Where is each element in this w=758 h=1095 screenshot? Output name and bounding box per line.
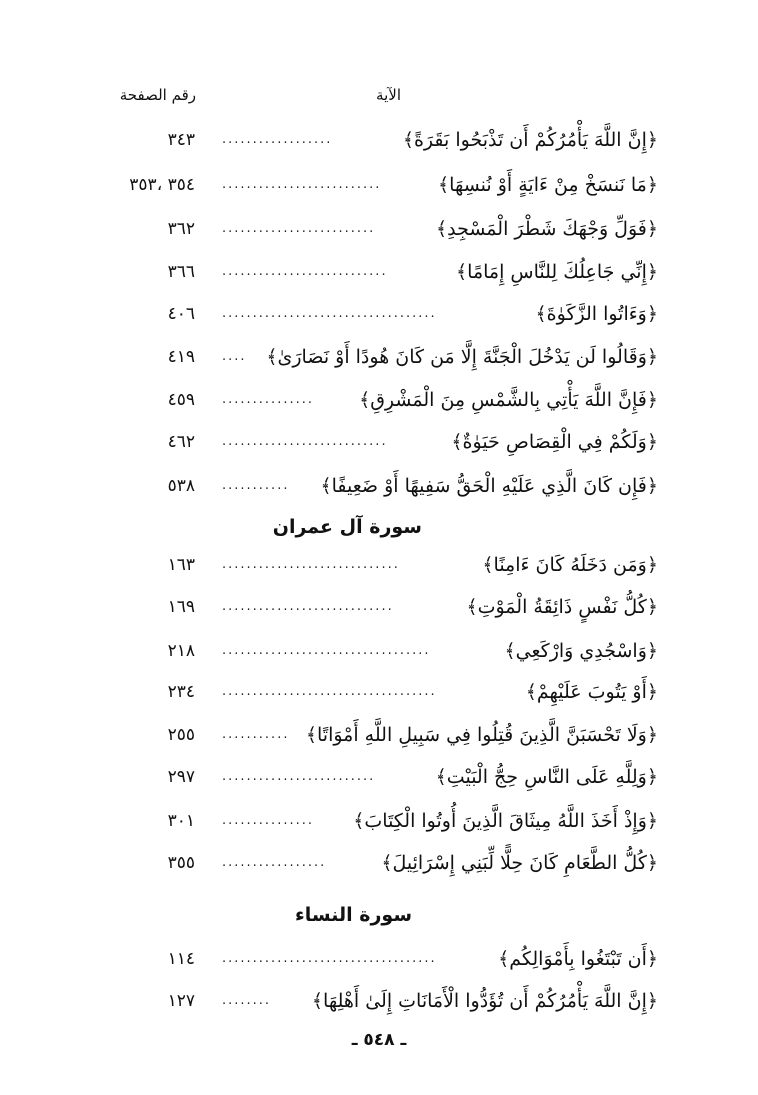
index-row: [0, 848, 758, 878]
page-number: ٣٦٦: [167, 262, 195, 282]
leader-dots: ..................: [222, 132, 333, 147]
index-row: [0, 471, 758, 501]
verse-column-header: الآية: [376, 86, 401, 104]
leader-dots: ..................................: [222, 643, 431, 658]
verse-text: ﴿فَإِنَّ اللَّهَ يَأْتِي بِالشَّمْسِ مِنَ الْمَشْرِقِ﴾: [359, 389, 658, 411]
page-number: ٤٥٩: [167, 390, 195, 410]
page-number: ١٦٣: [167, 555, 195, 575]
leader-dots: ...................................: [222, 306, 437, 321]
verse-text: ﴿وَقَالُوا لَن يَدْخُلَ الْجَنَّةَ إِلَّا مَن كَانَ هُودًا أَوْ نَصَارَىٰ﴾: [266, 346, 658, 368]
leader-dots: ...................................: [222, 951, 437, 966]
page-number: ٣٦٢: [167, 219, 195, 239]
page-number: ٣٤٣: [167, 130, 195, 150]
leader-dots: ...............: [222, 392, 314, 407]
verse-text: ﴿فَإِن كَانَ الَّذِي عَلَيْهِ الْحَقُّ سَفِيهًا أَوْ ضَعِيفًا﴾: [320, 475, 658, 497]
index-row: [0, 806, 758, 836]
index-row: [0, 214, 758, 244]
index-row: [0, 342, 758, 372]
leader-dots: ...........: [222, 727, 290, 742]
page-number: ٢٣٤: [167, 682, 195, 702]
index-row: [0, 677, 758, 707]
page-number: ٤١٩: [167, 347, 195, 367]
verse-text: ﴿وَلَا تَحْسَبَنَّ الَّذِينَ قُتِلُوا فِي سَبِيلِ اللَّهِ أَمْوَاتًا﴾: [305, 724, 658, 746]
index-row: [0, 299, 758, 329]
footer-page-number: ـ ٥٤٨ ـ: [351, 1030, 407, 1050]
verse-text: ﴿أَن تَبْتَغُوا بِأَمْوَالِكُم﴾: [498, 948, 658, 970]
verse-text: ﴿إِنِّي جَاعِلُكَ لِلنَّاسِ إِمَامًا﴾: [456, 261, 658, 283]
leader-dots: ...................................: [222, 684, 437, 699]
surah-title-aal-imran: سورة آل عمران: [272, 516, 422, 538]
page-number: ٣٥٥: [167, 853, 195, 873]
leader-dots: .............................: [222, 557, 400, 572]
leader-dots: ...........: [222, 478, 290, 493]
verse-text: ﴿كُلُّ نَفْسٍ ذَائِقَةُ الْمَوْتِ﴾: [466, 596, 658, 618]
verse-text: ﴿وَإِذْ أَخَذَ اللَّهُ مِيثَاقَ الَّذِينَ أُوتُوا الْكِتَابَ﴾: [353, 810, 658, 832]
verse-text: ﴿إِنَّ اللَّهَ يَأْمُرُكُمْ أَن تُؤَدُّوا الْأَمَانَاتِ إِلَىٰ أَهْلِهَا﴾: [311, 990, 658, 1012]
page-number: ٣٠١: [167, 811, 195, 831]
page-number-column-header: رقم الصفحة: [119, 86, 196, 104]
index-row: [0, 944, 758, 974]
verse-text: ﴿وَءَاتُوا الزَّكَوٰةَ﴾: [535, 303, 658, 325]
index-row: [0, 385, 758, 415]
verse-text: ﴿وَلِلَّهِ عَلَى النَّاسِ حِجُّ الْبَيْتِ﴾: [435, 766, 658, 788]
index-row: [0, 636, 758, 666]
page-number: ٢٩٧: [167, 767, 195, 787]
index-row: [0, 592, 758, 622]
leader-dots: ...............: [222, 813, 314, 828]
page-number: ٣٥٤ ،٣٥٣: [129, 175, 195, 195]
index-row: [0, 550, 758, 580]
page-number: ١١٤: [167, 949, 195, 969]
page-number: ٤٠٦: [167, 304, 195, 324]
verse-text: ﴿وَمَن دَخَلَهُ كَانَ ءَامِنًا﴾: [482, 554, 658, 576]
index-row: [0, 986, 758, 1016]
verse-text: ﴿أَوْ يَتُوبَ عَلَيْهِمْ﴾: [525, 681, 658, 703]
page-number: ٤٦٢: [167, 432, 195, 452]
leader-dots: .........................: [222, 769, 376, 784]
page-number: ١٢٧: [167, 991, 195, 1011]
leader-dots: ...........................: [222, 434, 388, 449]
leader-dots: ....: [222, 349, 247, 364]
leader-dots: ..........................: [222, 177, 382, 192]
index-row: [0, 125, 758, 155]
index-row: [0, 762, 758, 792]
page-number: ٢١٨: [167, 641, 195, 661]
leader-dots: .........................: [222, 221, 376, 236]
verse-text: ﴿وَلَكُمْ فِي الْقِصَاصِ حَيَوٰةٌ﴾: [451, 431, 658, 453]
leader-dots: ........: [222, 993, 272, 1008]
page-number: ٥٣٨: [167, 476, 195, 496]
page-number: ١٦٩: [167, 597, 195, 617]
verse-text: ﴿فَوَلِّ وَجْهَكَ شَطْرَ الْمَسْجِدِ﴾: [435, 218, 658, 240]
verse-text: ﴿مَا نَنسَخْ مِنْ ءَايَةٍ أَوْ نُنسِهَا﴾: [438, 174, 658, 196]
verse-text: ﴿كُلُّ الطَّعَامِ كَانَ حِلًّا لِّبَنِي إِسْرَائِيلَ﴾: [381, 852, 658, 874]
leader-dots: ...........................: [222, 264, 388, 279]
page-number: ٢٥٥: [167, 725, 195, 745]
leader-dots: ............................: [222, 599, 394, 614]
verse-text: ﴿وَاسْجُدِي وَارْكَعِي﴾: [504, 640, 658, 662]
leader-dots: .................: [222, 855, 327, 870]
index-row: [0, 427, 758, 457]
verse-text: ﴿إِنَّ اللَّهَ يَأْمُرُكُمْ أَن تَذْبَحُوا بَقَرَةً﴾: [402, 129, 658, 151]
index-row: [0, 720, 758, 750]
index-row: [0, 257, 758, 287]
index-row: [0, 170, 758, 200]
surah-title-an-nisa: سورة النساء: [295, 904, 412, 926]
